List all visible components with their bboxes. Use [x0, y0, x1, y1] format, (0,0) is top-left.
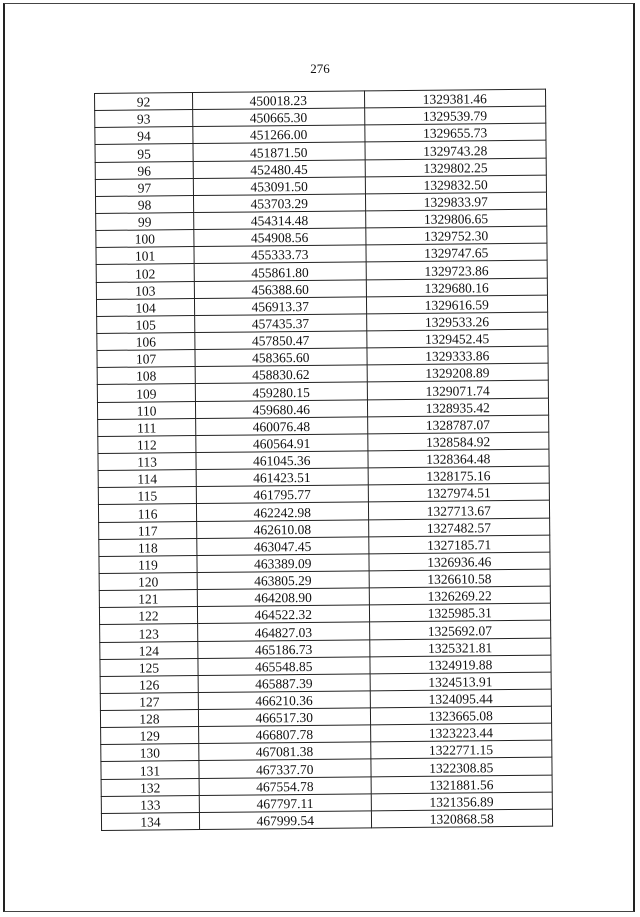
- point-number-cell: 120: [99, 572, 197, 590]
- y-coordinate-cell: 1323223.44: [370, 723, 552, 742]
- x-coordinate-cell: 465548.85: [198, 657, 370, 676]
- point-number-cell: 114: [98, 470, 196, 488]
- coordinates-table: [94, 89, 553, 831]
- point-number-cell: 110: [97, 401, 195, 419]
- point-number-cell: 116: [98, 504, 196, 522]
- point-number-cell: 99: [96, 213, 194, 231]
- y-coordinate-cell: 1329208.89: [367, 363, 549, 382]
- point-number-cell: 126: [100, 675, 198, 693]
- point-number-cell: 113: [98, 452, 196, 470]
- point-number-cell: 92: [95, 93, 193, 111]
- point-number-cell: 106: [97, 333, 195, 351]
- y-coordinate-cell: 1329333.86: [366, 346, 548, 365]
- x-coordinate-cell: 461795.77: [196, 485, 368, 504]
- x-coordinate-cell: 463047.45: [197, 537, 369, 556]
- y-coordinate-cell: 1329802.25: [365, 158, 547, 177]
- point-number-cell: 133: [101, 795, 199, 813]
- y-coordinate-cell: 1327974.51: [368, 483, 550, 502]
- x-coordinate-cell: 463389.09: [197, 554, 369, 573]
- point-number-cell: 95: [95, 144, 193, 162]
- point-number-cell: 104: [96, 298, 194, 316]
- x-coordinate-cell: 467554.78: [199, 777, 371, 796]
- y-coordinate-cell: 1328175.16: [368, 466, 550, 485]
- point-number-cell: 121: [99, 590, 197, 608]
- x-coordinate-cell: 450665.30: [193, 108, 365, 127]
- y-coordinate-cell: 1329743.28: [364, 141, 546, 160]
- point-number-cell: 96: [95, 161, 193, 179]
- point-number-cell: 119: [99, 555, 197, 573]
- point-number-cell: 97: [95, 178, 193, 196]
- x-coordinate-cell: 459680.46: [195, 399, 367, 418]
- coordinates-table-body: [95, 89, 553, 830]
- x-coordinate-cell: 457850.47: [195, 331, 367, 350]
- point-number-cell: 122: [99, 607, 197, 625]
- y-coordinate-cell: 1324095.44: [370, 689, 552, 708]
- point-number-cell: 103: [96, 281, 194, 299]
- point-number-cell: 98: [95, 195, 193, 213]
- x-coordinate-cell: 458365.60: [195, 348, 367, 367]
- point-number-cell: 124: [100, 641, 198, 659]
- x-coordinate-cell: 465887.39: [198, 674, 370, 693]
- y-coordinate-cell: 1325985.31: [369, 603, 551, 622]
- x-coordinate-cell: 462610.08: [197, 519, 369, 538]
- y-coordinate-cell: 1329655.73: [364, 123, 546, 142]
- x-coordinate-cell: 460076.48: [196, 417, 368, 436]
- y-coordinate-cell: 1324513.91: [370, 672, 552, 691]
- point-number-cell: 132: [101, 778, 199, 796]
- x-coordinate-cell: 456388.60: [194, 279, 366, 298]
- x-coordinate-cell: 453091.50: [193, 177, 365, 196]
- x-coordinate-cell: 451266.00: [193, 125, 365, 144]
- y-coordinate-cell: 1326610.58: [369, 569, 551, 588]
- page-number: 276: [310, 61, 330, 76]
- y-coordinate-cell: 1329723.86: [366, 261, 548, 280]
- y-coordinate-cell: 1329680.16: [366, 278, 548, 297]
- x-coordinate-cell: 455333.73: [194, 245, 366, 264]
- point-number-cell: 127: [100, 692, 198, 710]
- x-coordinate-cell: 452480.45: [193, 159, 365, 178]
- point-number-cell: 118: [99, 538, 197, 556]
- x-coordinate-cell: 467337.70: [199, 759, 371, 778]
- y-coordinate-cell: 1328787.07: [367, 415, 549, 434]
- y-coordinate-cell: 1324919.88: [369, 655, 551, 674]
- y-coordinate-cell: 1329533.26: [366, 312, 548, 331]
- y-coordinate-cell: 1329539.79: [364, 106, 546, 125]
- y-coordinate-cell: 1328935.42: [367, 398, 549, 417]
- x-coordinate-cell: 463805.29: [197, 571, 369, 590]
- y-coordinate-cell: 1328584.92: [367, 432, 549, 451]
- x-coordinate-cell: 454908.56: [194, 228, 366, 247]
- x-coordinate-cell: 455861.80: [194, 262, 366, 281]
- x-coordinate-cell: 461423.51: [196, 468, 368, 487]
- y-coordinate-cell: 1329071.74: [367, 381, 549, 400]
- point-number-cell: 109: [97, 384, 195, 402]
- y-coordinate-cell: 1329752.30: [365, 226, 547, 245]
- point-number-cell: 128: [100, 710, 198, 728]
- point-number-cell: 105: [97, 315, 195, 333]
- point-number-cell: 131: [101, 761, 199, 779]
- y-coordinate-cell: 1321356.89: [371, 792, 553, 811]
- x-coordinate-cell: 456913.37: [194, 297, 366, 316]
- y-coordinate-cell: 1329381.46: [364, 89, 546, 108]
- y-coordinate-cell: 1323665.08: [370, 706, 552, 725]
- point-number-cell: 115: [98, 487, 196, 505]
- x-coordinate-cell: 462242.98: [196, 502, 368, 521]
- x-coordinate-cell: 467081.38: [199, 742, 371, 761]
- y-coordinate-cell: 1329806.65: [365, 209, 547, 228]
- x-coordinate-cell: 464522.32: [197, 605, 369, 624]
- point-number-cell: 102: [96, 264, 194, 282]
- x-coordinate-cell: 458830.62: [195, 365, 367, 384]
- y-coordinate-cell: 1325321.81: [369, 638, 551, 657]
- x-coordinate-cell: 459280.15: [195, 382, 367, 401]
- x-coordinate-cell: 464827.03: [198, 622, 370, 641]
- y-coordinate-cell: 1322308.85: [370, 758, 552, 777]
- x-coordinate-cell: 453703.29: [193, 194, 365, 213]
- point-number-cell: 129: [101, 727, 199, 745]
- point-number-cell: 125: [100, 658, 198, 676]
- point-number-cell: 93: [95, 110, 193, 128]
- point-number-cell: 101: [96, 247, 194, 265]
- x-coordinate-cell: 465186.73: [198, 639, 370, 658]
- y-coordinate-cell: 1328364.48: [367, 449, 549, 468]
- x-coordinate-cell: 467999.54: [199, 811, 371, 830]
- point-number-cell: 112: [98, 435, 196, 453]
- y-coordinate-cell: 1325692.07: [369, 621, 551, 640]
- y-coordinate-cell: 1326269.22: [369, 586, 551, 605]
- x-coordinate-cell: 457435.37: [195, 314, 367, 333]
- y-coordinate-cell: 1327713.67: [368, 501, 550, 520]
- y-coordinate-cell: 1327185.71: [368, 535, 550, 554]
- x-coordinate-cell: 466210.36: [198, 691, 370, 710]
- y-coordinate-cell: 1329452.45: [366, 329, 548, 348]
- x-coordinate-cell: 466807.78: [199, 725, 371, 744]
- x-coordinate-cell: 466517.30: [198, 708, 370, 727]
- point-number-cell: 134: [101, 812, 199, 830]
- y-coordinate-cell: 1326936.46: [368, 552, 550, 571]
- point-number-cell: 100: [96, 230, 194, 248]
- x-coordinate-cell: 461045.36: [196, 451, 368, 470]
- x-coordinate-cell: 464208.90: [197, 588, 369, 607]
- y-coordinate-cell: 1329747.65: [365, 243, 547, 262]
- y-coordinate-cell: 1327482.57: [368, 518, 550, 537]
- x-coordinate-cell: 460564.91: [196, 434, 368, 453]
- point-number-cell: 111: [98, 418, 196, 436]
- x-coordinate-cell: 450018.23: [192, 91, 364, 110]
- y-coordinate-cell: 1329833.97: [365, 192, 547, 211]
- x-coordinate-cell: 451871.50: [193, 142, 365, 161]
- point-number-cell: 108: [97, 367, 195, 385]
- point-number-cell: 107: [97, 350, 195, 368]
- x-coordinate-cell: 467797.11: [199, 794, 371, 813]
- point-number-cell: 123: [100, 624, 198, 642]
- table-row: [101, 809, 552, 830]
- y-coordinate-cell: 1321881.56: [371, 775, 553, 794]
- y-coordinate-cell: 1322771.15: [370, 740, 552, 759]
- point-number-cell: 94: [95, 127, 193, 145]
- x-coordinate-cell: 454314.48: [194, 211, 366, 230]
- point-number-cell: 130: [101, 744, 199, 762]
- y-coordinate-cell: 1329832.50: [365, 175, 547, 194]
- y-coordinate-cell: 1320868.58: [371, 809, 553, 828]
- y-coordinate-cell: 1329616.59: [366, 295, 548, 314]
- point-number-cell: 117: [99, 521, 197, 539]
